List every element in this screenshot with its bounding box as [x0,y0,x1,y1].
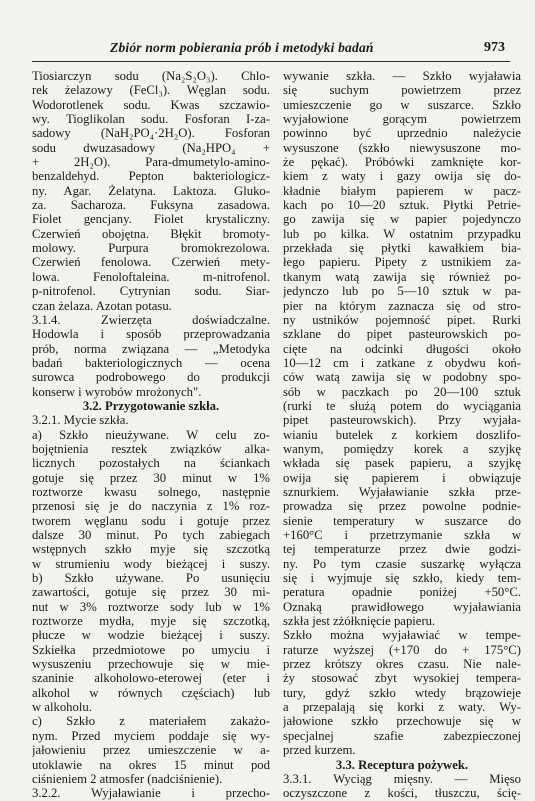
right-column-line: owija się papierem i obwiązuje [283,470,521,485]
left-column-line: tworem węglanu sodu i gotuje przez [32,513,270,528]
running-title: Zbiór norm pobierania prób i metodyki badań [110,40,374,55]
left-column-line: surowca podrobowego do produkcji [32,370,270,385]
right-column-line: ży stosować zbyt wysokiej tempera- [283,671,521,686]
right-column [283,69,521,801]
right-column-line: Szkło można wyjaławiać w tempe- [283,628,521,643]
left-column-line: wy. Tioglikolan sodu. Fosforan I-za- [32,112,270,127]
left-column-line: zawartości, gotuje się przez 30 mi- [32,585,270,600]
left-column-line: szaninie alkoholowo-eterowej (eter i [32,671,270,686]
right-column-line: tury, gdyż szkło wtedy brązowieje [283,685,521,700]
right-column-line: peratura opadnie poniżej +50°C. [283,585,521,600]
left-column-line: + 2H₂O). Para-dmumetylo-amino- [32,155,270,170]
right-column-line: sób w paczkach po 20—100 sztuk [283,384,521,399]
right-column-line: jałowione szkło przechowuje się w [283,714,521,729]
left-column-line: jałowieniu przez umieszczenie w a- [32,743,270,758]
page-number: 973 [484,40,505,55]
right-column-line: przekłada się płytki kawałkiem bia- [283,241,521,256]
left-column-line: Czerwień fenolowa. Czerwień mety- [32,255,270,270]
right-column-line: kach po 10—20 sztuk. Płytki Petrie- [283,198,521,213]
right-column-line: specjalnej szafie zabezpieczonej [283,728,521,743]
right-column-line: prowadza się przez powolne podnie- [283,499,521,514]
right-column-line: 10—12 cm i zatkane z obydwu koń- [283,355,521,370]
left-column-line: za. Sacharoza. Fuksyna zasadowa. [32,198,270,213]
right-column-line: wyjałowione gorącym powietrzem [283,112,521,127]
right-column-line: wkłada się pasek papieru, a szyjkę [283,456,521,471]
left-column-line: gotuje się przez 30 minut w 1% [32,470,270,485]
right-column-line: go zawija się w papier pojedynczo [283,212,521,227]
right-column-line: pier na którym zaznacza się od stro- [283,298,521,313]
right-column-line: się suchym powietrzem przez [283,83,521,98]
left-column-line: 3.2.2. Wyjaławianie i przecho- [32,786,270,801]
left-column-line: Hodowla i sposób przeprowadzania [32,327,270,342]
left-column [32,69,270,801]
right-column-line: 3.3.1. Wyciąg mięsny. — Mięso [283,771,521,786]
right-column-line: wanym, pomiędzy korek a szyjkę [283,441,521,456]
right-column-line: tkanym watą zawija się również po- [283,269,521,284]
left-column-line: 3.1.4. Zwierzęta doświadczalne. [32,312,270,327]
right-column-line: ców watą zawija się w podobny spo- [283,370,521,385]
right-column-line: wywanie szkła. — Szkło wyjaławia [283,69,521,83]
right-column-line: kiem z waty i gazy owija się do- [283,169,521,184]
right-column-line: wianiu butelek z korkiem doszlifo- [283,427,521,442]
left-column-line: Wodorotlenek sodu. Kwas szczawio- [32,97,270,112]
left-column-line: Czerwień obojętna. Błękit bromoty- [32,226,270,241]
left-column-line: alkohol w równych częściach) lub [32,685,270,700]
left-column-line: c) Szkło z materiałem zakażo- [32,714,270,729]
left-column-line: roztworze kwasu solnego, następnie [32,484,270,499]
right-column-line: pipet pasteurowskich). Przy wyjała- [283,413,521,428]
right-column-line: przed kurzem. [283,743,356,758]
left-column-line: 3.2.1. Mycie szkła. [32,413,129,428]
left-column-line: nut w 3% roztworze sody lub w 1% [32,599,270,614]
left-column-line: roztworze mydła, myje się szczotką, [32,614,270,629]
right-column-line: łego papieru. Pipety z ustnikiem za- [283,255,521,270]
left-column-line: Tiosiarczyn sodu (Na₂S₂O₃). Chlo- [32,69,270,83]
header-rule [32,61,510,62]
left-column-line: lowa. Fenoloftaleina. m-nitrofenol. [32,269,270,284]
right-column-line: ny. Po tym czasie suszarkę wyłącza [283,556,521,571]
right-column-line: jedynczo lub po 5—10 sztuk w pa- [283,284,521,299]
left-column-line: a) Szkło nieużywane. W celu zo- [32,427,270,442]
left-column-line: nym. Przed myciem poddaje się wy- [32,728,270,743]
right-column-line: sienie temperatury w suszarce do [283,513,521,528]
left-column-line: płucze w wodzie bieżącej i suszy. [32,628,270,643]
left-column-line: bojętnienia resztek związków alka- [32,441,270,456]
left-column-line: utoklawie na okres 15 minut pod [32,757,270,772]
left-column-line: sadowy (NaH₂PO₄·2H₂O). Fosforan [32,126,270,141]
left-column-line: 3.2. Przygotowanie szkła. [82,398,220,413]
left-column-line: p-nitrofenol. Cytrynian sodu. Siar- [32,284,270,299]
left-column-line: sodu dwuzasadowy (Na₂HPO₄ + [32,140,270,155]
right-column-line: się i wyjmuje się szkło, kiedy tem- [283,571,521,586]
right-column-line: sznurkiem. Wyjaławianie szkła prze- [283,484,521,499]
right-column-line: umieszczenie go w suszarce. Szkło [283,97,521,112]
right-column-line: Oznaką prawidłowego wyjaławiania [283,599,521,614]
right-column-line: +160°C i przetrzymanie szkła w [283,528,521,542]
page-header [0,40,535,60]
left-column-line: w alkoholu. [32,700,92,715]
left-column-line: wstępnych szkło myje się szczotką [32,542,270,557]
right-column-line: szkła jest zżółknięcie papieru. [283,614,436,629]
left-column-line: b) Szkło używane. Po usunięciu [32,571,270,586]
right-column-line: wysuszone (szkło niewysuszone mo- [283,140,521,155]
left-column-line: badań bakteriologicznych — ocena [32,355,270,370]
left-column-line: Szkiełka przedmiotowe po umyciu i [32,642,270,657]
left-column-line: licznych pozostałych na ściankach [32,456,270,471]
left-column-line: Fiolet gencjany. Fiolet krystaliczny. [32,212,270,227]
right-column-line: oczyszczone z kości, tłuszczu, ścię- [283,786,521,801]
left-column-line: dalsze 30 minut. Po tych zabiegach [32,528,270,542]
right-column-line: kładnie białym papierem w pacz- [283,183,521,198]
left-column-line: rek żelazowy (FeCl₃). Węglan sodu. [32,83,270,98]
right-column-line: 3.3. Receptura pożywek. [335,757,469,772]
left-column-line: benzaldehyd. Pepton bakteriologicz- [32,169,270,184]
right-column-line: powinno być uprzednio należycie [283,126,521,141]
left-column-line: wysuszeniu przechowuje się w mie- [32,657,270,672]
left-column-line: ny. Agar. Żelatyna. Laktoza. Gluko- [32,183,270,198]
left-column-line: czan żelaza. Azotan potasu. [32,298,172,313]
right-column-line: (rurki te służą potem do wyciągania [283,398,521,413]
right-column-line: raturze wyższej (+170 do + 175°C) [283,642,521,657]
right-column-line: cięte na odcinki długości około [283,341,521,356]
left-column-line: ciśnieniem 2 atmosfer (nadciśnienie). [32,771,223,786]
right-column-line: tej temperaturze przez dwie godzi- [283,542,521,557]
left-column-line: konserw i wyrobów mrożonych". [32,384,202,399]
right-column-line: a przepalają się korki z waty. Wy- [283,700,521,715]
left-column-line: prób, norma związana — „Metodyka [32,341,270,356]
left-column-line: przenosi się je do naczynia z 1% roz- [32,499,270,514]
right-column-line: lub po kilka. W ostatnim przypadku [283,226,521,241]
left-column-line: molowy. Purpura bromokrezolowa. [32,241,270,256]
right-column-line: szklane do pipet pasteurowskich po- [283,327,521,342]
right-column-line: przez krótszy okres czasu. Nie nale- [283,657,521,672]
right-column-line: że pękać). Próbówki zamknięte kor- [283,155,521,170]
left-column-line: w strumieniu wody bieżącej i suszy. [32,556,270,571]
right-column-line: ny ustników pojemność pipet. Rurki [283,312,521,327]
